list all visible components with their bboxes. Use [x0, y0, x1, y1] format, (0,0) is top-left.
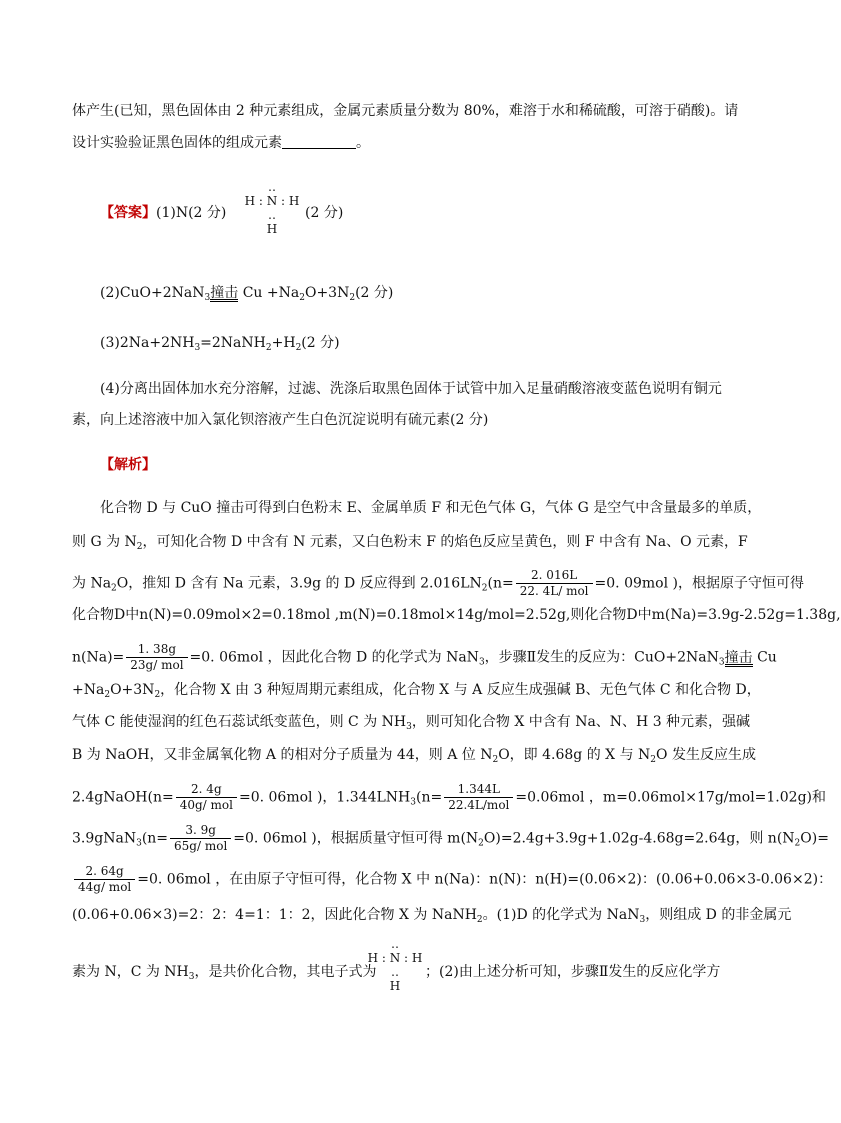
answer-line-1-score: (2 分) [305, 205, 344, 221]
analysis-line-12: (0.06+0.06×3)=2：2：4=1：1：2，因此化合物 X 为 NaNH$_2$。(1)D 的化学式为 NaN$_3$，则组成 D 的非金属元 [72, 907, 792, 925]
analysis-line-13a: 素为 N，C 为 $NH_3$，是共价化合物，其电子式为 [72, 964, 377, 982]
answer-line-4a: (4)分离出固体加水充分溶解，过滤、洗涤后取黑色固体于试管中加入足量硝酸溶液变蓝色说明有铜元 [100, 381, 722, 397]
answer-line-4b: 素，向上述溶液中加入氯化钡溶液产生白色沉淀说明有硫元素(2 分) [72, 412, 489, 428]
analysis-line-9: 2.4gNaOH(n= $\frac{2. 4g}{\text{40g/ mol}}$ =0. 06mol )，$1.344LNH_3(n=$ $\frac{1.344L}{\text{22.4L/mol}}$ =0.06mol ，m=0.06mol×17g/mol=1.02g)和 [72, 782, 826, 812]
analysis-label: 【解析】 [100, 457, 156, 473]
analysis-line-8: B 为 NaOH，又非金属氧化物 A 的相对分子质量为 44，则 A 位 $N_2O$，即 4.68g 的 X 与 $N_2O$ 发生反应生成 [72, 747, 756, 765]
analysis-line-7: 气体 C 能使湿润的红色石蕊试纸变蓝色，则 C 为 $NH_3$，则可知化合物 X 中含有 Na、N、H 3 种元素，强碱 [72, 714, 751, 732]
analysis-line-4: 化合物D中n(N)=0.09mol×2=0.18mol ,m(N)=0.18mol×14g/mol=2.52g,则化合物D中m(Na)=3.9g-2.52g=1.38g, [72, 607, 841, 623]
lewis-structure-2: ‥ H : N : H ‥ H [367, 937, 423, 993]
analysis-line-10: 3.9gNaN$_3$(n= $\frac{3. 9g}{\text{65g/ mol}}$ =0. 06mol )，根据质量守恒可得 $m(N_2O)=2.4g+3.9g+1.02g-4.68g=2.64g$，则 $n(N_2O)=$ [72, 823, 829, 853]
analysis-line-13b: ；(2)由上述分析可知，步骤Ⅱ发生的反应化学方 [425, 964, 721, 980]
question-line-1: 体产生(已知，黑色固体由 2 种元素组成，金属元素质量分数为 80%，难溶于水和稀硫酸，可溶于硝酸)。请 [72, 103, 739, 119]
answer-label: 【答案】 [100, 205, 156, 221]
analysis-line-3: 为 $Na_2O$，推知 D 含有 Na 元素，3.9g 的 D 反应得到 $2.016LN_2(n=$ $\frac{2. 016L}{\text{22. 4L/ mol}}$ =0. 09mol )，根据原子守恒可得 [72, 568, 804, 598]
analysis-line-2: 则 G 为 $N_2$，可知化合物 D 中含有 N 元素，又白色粉末 F 的焰色反应呈黄色，则 F 中含有 Na、O 元素，F [72, 534, 748, 552]
analysis-line-11: $\frac{2. 64g}{\text{44g/ mol}}$ =0. 06mol ，在由原子守恒可得，化合物 X 中 n(Na)：n(N)：n(H)=(0.06×2)：(0.06+0.06×3-0.06×2)： [72, 864, 832, 895]
answer-line-1: 【答案】(1)N(2 分) [100, 205, 227, 221]
fraction: $\frac{1.344L}{\text{22.4L/mol}}$ [444, 782, 513, 813]
answer-line-3: $(3)2Na+2NH_3=2NaNH_2+H_2(2$ 分) [100, 335, 340, 353]
answer-line-2: (2)CuO+2NaN$_3$撞击 $Cu +Na_2O+3N_2(2$ 分) [100, 285, 394, 303]
fraction: $\frac{2. 4g}{\text{40g/ mol}}$ [176, 782, 237, 813]
fraction: $\frac{2. 016L}{\text{22. 4L/ mol}}$ [516, 568, 593, 599]
lewis-structure-1: ‥ H : N : H ‥ H [244, 180, 300, 236]
answer-blank [282, 134, 356, 149]
fraction: $\frac{2. 64g}{\text{44g/ mol}}$ [74, 864, 135, 895]
analysis-line-5: n(Na)= $\frac{1. 38g}{\text{23g/ mol}}$ =0. 06mol ，因此化合物 D 的化学式为 NaN$_3$，步骤Ⅱ发生的反应为：CuO+2NaN$_3$撞击 Cu [72, 642, 777, 672]
analysis-line-6: $+Na_2O+3N_2$，化合物 X 由 3 种短周期元素组成，化合物 X 与 A 反应生成强碱 B、无色气体 C 和化合物 D， [72, 682, 761, 700]
question-line-2: 设计实验验证黑色固体的组成元素 。 [72, 135, 370, 151]
fraction: $\frac{1. 38g}{\text{23g/ mol}}$ [126, 642, 187, 673]
analysis-line-1: 化合物 D 与 CuO 撞击可得到白色粉末 E、金属单质 F 和无色气体 G，气体 G 是空气中含量最多的单质， [100, 500, 762, 516]
fraction: $\frac{3. 9g}{\text{65g/ mol}}$ [170, 823, 231, 854]
